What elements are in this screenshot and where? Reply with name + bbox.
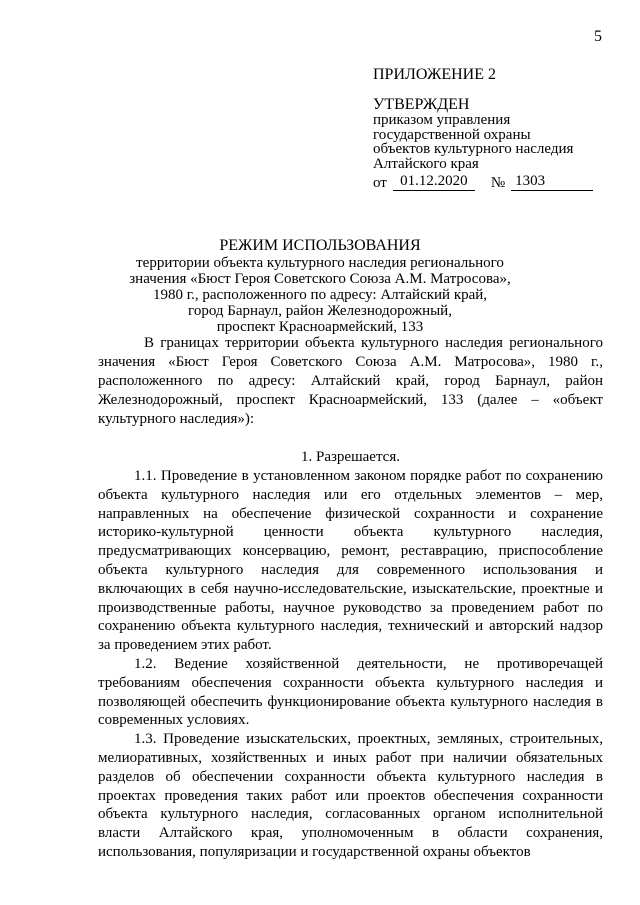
approval-line: Алтайского края (373, 155, 479, 172)
approval-block (373, 66, 613, 191)
regime-subtitle-line: территории объекта культурного наследия регионального (136, 255, 504, 271)
approval-line: объектов культурного наследия (373, 141, 574, 157)
clause-paragraph: 1.1. Проведение в установленном законом порядке работ по сохранению объекта культурного наследия или его отдельных элементов – мер, направленных на обеспечение физической сохранности и сохранение историко-культурной ценности объекта культурного наследия, предусматривающих консервацию, ремонт, реставрацию, приспособление объекта культурного наследия для современного использования и включающих в себя научно-исследовательские, изыскательские, проектные и производственные работы, научное руководство за проведением работ по сохранению объекта культурного наследия, технический и авторский надзор за проведением этих работ. (98, 468, 603, 654)
regime-heading (0, 237, 640, 335)
regime-subtitle-line: 1980 г., расположенного по адресу: Алтайский край, (152, 287, 488, 303)
order-number: 1303 (511, 173, 593, 191)
intro-paragraph: В границах территории объекта культурного наследия регионального значения «Бюст Героя Советского Союза А.М. Матросова», 1980 г., расположенного по адресу: Алтайский край, город Барнаул, район Железнодорожный, проспект Красноармейский, 133 (далее – «объект культурного наследия»): (98, 335, 603, 427)
appendix-title: ПРИЛОЖЕНИЕ 2 (373, 66, 497, 83)
approval-line: приказом управления (373, 112, 511, 128)
approved-label: УТВЕРЖДЕН (373, 96, 470, 113)
order-date: 01.12.2020 (393, 173, 475, 191)
approval-line: государственной охраны (373, 126, 531, 143)
regime-subtitle-line: проспект Красноармейский, 133 (216, 319, 424, 335)
regime-subtitle-line: значения «Бюст Героя Советского Союза А.М. Матросова», (129, 271, 511, 287)
clause-paragraph: 1.3. Проведение изыскательских, проектных, земляных, строительных, мелиоративных, хозяйственных и иных работ при наличии обязательных разделов об обеспечении сохранности объекта культурного наследия в проектах проведения таких работ или проектов обеспечения сохранности объекта культурного наследия, согласованных органом исполнительной власти Алтайского края, уполномоченным в области сохранения, использования, популяризации и государственной охраны объектов (98, 731, 603, 860)
date-prefix: от (373, 175, 387, 191)
order-date-number (373, 173, 613, 191)
section-heading: 1. Разрешается. (301, 449, 400, 465)
regime-title: РЕЖИМ ИСПОЛЬЗОВАНИЯ (219, 237, 421, 254)
regime-subtitle-line: город Барнаул, район Железнодорожный, (188, 303, 452, 319)
clause-paragraph: 1.2. Ведение хозяйственной деятельности, не противоречащей требованиям обеспечения сохранности объекта культурного наследия и позволяющей обеспечить функционирование объекта культурного наследия в современных условиях. (98, 655, 603, 729)
page-number: 5 (594, 28, 602, 45)
number-sign: № (490, 175, 506, 191)
document-body (98, 334, 603, 862)
